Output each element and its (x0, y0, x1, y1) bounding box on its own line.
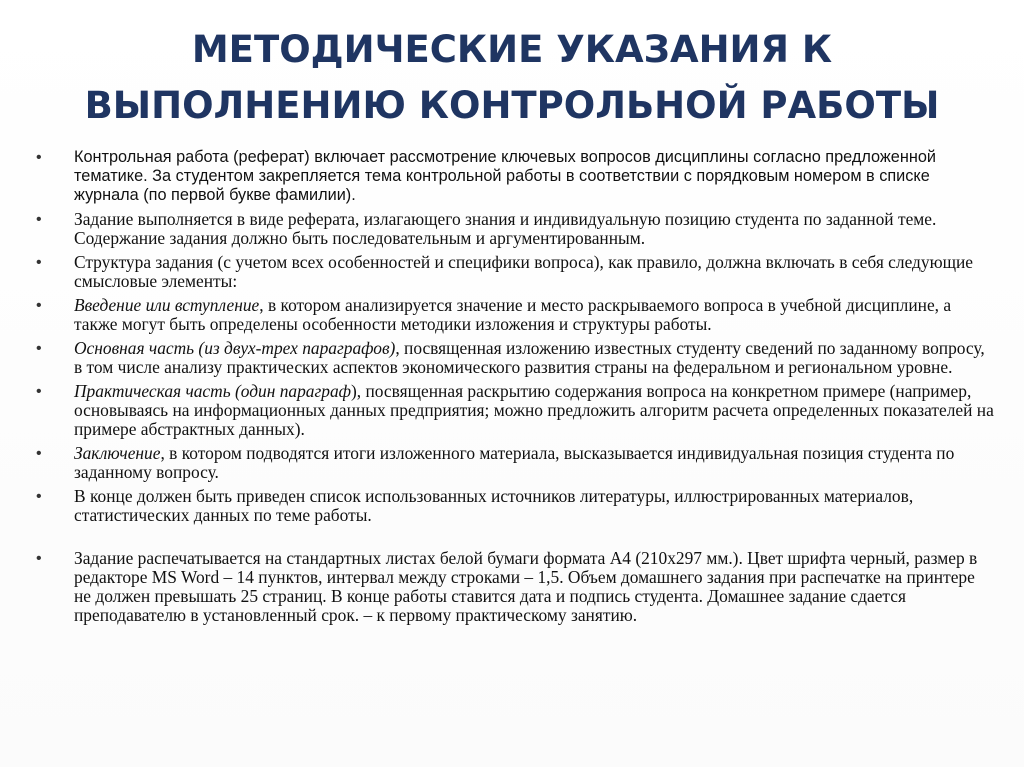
list-item-italic: Основная часть (из двух-трех параграфов) (74, 338, 396, 358)
list-item-body: , в котором анализируется значение и место раскрываемого вопроса в учебной дисциплине, а также могут быть определены особенности методики изложения и структуры работы. (74, 295, 952, 334)
list-item-text: Контрольная работа (реферат) включает рассмотрение ключевых вопросов дисциплины согласно предложенной тематике. За студентом закрепляется тема контрольной работы в соответствии с порядковым номером в списке журнала (по первой букве фамилии). (74, 148, 936, 204)
bullet-icon: • (36, 488, 42, 505)
title-line-1: МЕТОДИЧЕСКИЕ УКАЗАНИЯ К (191, 28, 833, 71)
bullet-icon: • (36, 297, 42, 314)
list-item-italic: Введение или вступление (74, 295, 260, 315)
list-item (36, 339, 996, 377)
bullet-list (36, 148, 996, 630)
list-item (36, 444, 996, 482)
list-item-body: , посвященная изложению известных студенту сведений по заданному вопросу, в том числе анализу практических аспектов экономического развития страны на федеральном и региональном уровне. (74, 338, 985, 377)
list-item-text (74, 382, 996, 439)
list-item-text (74, 339, 996, 377)
list-item-text: Задание выполняется в виде реферата, излагающего знания и индивидуальную позицию студента по заданной теме. Содержание задания должно быть последовательным и аргументированным. (74, 209, 937, 248)
list-item (36, 253, 996, 291)
list-item (36, 296, 996, 334)
list-item-text (74, 296, 996, 334)
list-item-italic: Заключение (74, 443, 161, 463)
list-item (36, 210, 996, 248)
bullet-icon: • (36, 211, 42, 228)
title-line-2: ВЫПОЛНЕНИЮ КОНТРОЛЬНОЙ РАБОТЫ (84, 84, 940, 127)
list-item-body: ), посвященная раскрытию содержания вопроса на конкретном примере (например, основываясь на информационных данных предприятия; можно предложить алгоритм расчета определенных показателей на примере абстрактных данных). (74, 381, 994, 439)
list-item-italic: Практическая часть (один параграф (74, 381, 352, 401)
list-item (36, 487, 996, 525)
list-item-text: Задание распечатывается на стандартных листах белой бумаги формата А4 (210х297 мм.). Цвет шрифта черный, размер в редакторе MS Word – 14 пунктов, интервал между строками – 1,5. Объем домашнего задания при распечатке на принтере не должен превышать 25 страниц. В конце работы ставится дата и подпись студента. Домашнее задание сдается преподавателю в установленный срок. – к первому практическому занятию. (74, 548, 978, 625)
list-item (36, 148, 996, 205)
bullet-icon: • (36, 149, 42, 166)
list-item-body: , в котором подводятся итоги изложенного материала, высказывается индивидуальная позиция студента по заданному вопросу. (74, 443, 955, 482)
bullet-icon: • (36, 383, 42, 400)
bullet-icon: • (36, 445, 42, 462)
list-item (36, 549, 996, 625)
list-item-text: В конце должен быть приведен список использованных источников литературы, иллюстрированных материалов, статистических данных по теме работы. (74, 486, 914, 525)
bullet-icon: • (36, 254, 42, 271)
bullet-icon: • (36, 340, 42, 357)
list-item-text (74, 444, 996, 482)
bullet-icon: • (36, 550, 42, 567)
list-item (36, 382, 996, 439)
list-item-text: Структура задания (с учетом всех особенностей и специфики вопроса), как правило, должна включать в себя следующие смысловые элементы: (74, 252, 974, 291)
page-title (60, 22, 964, 134)
